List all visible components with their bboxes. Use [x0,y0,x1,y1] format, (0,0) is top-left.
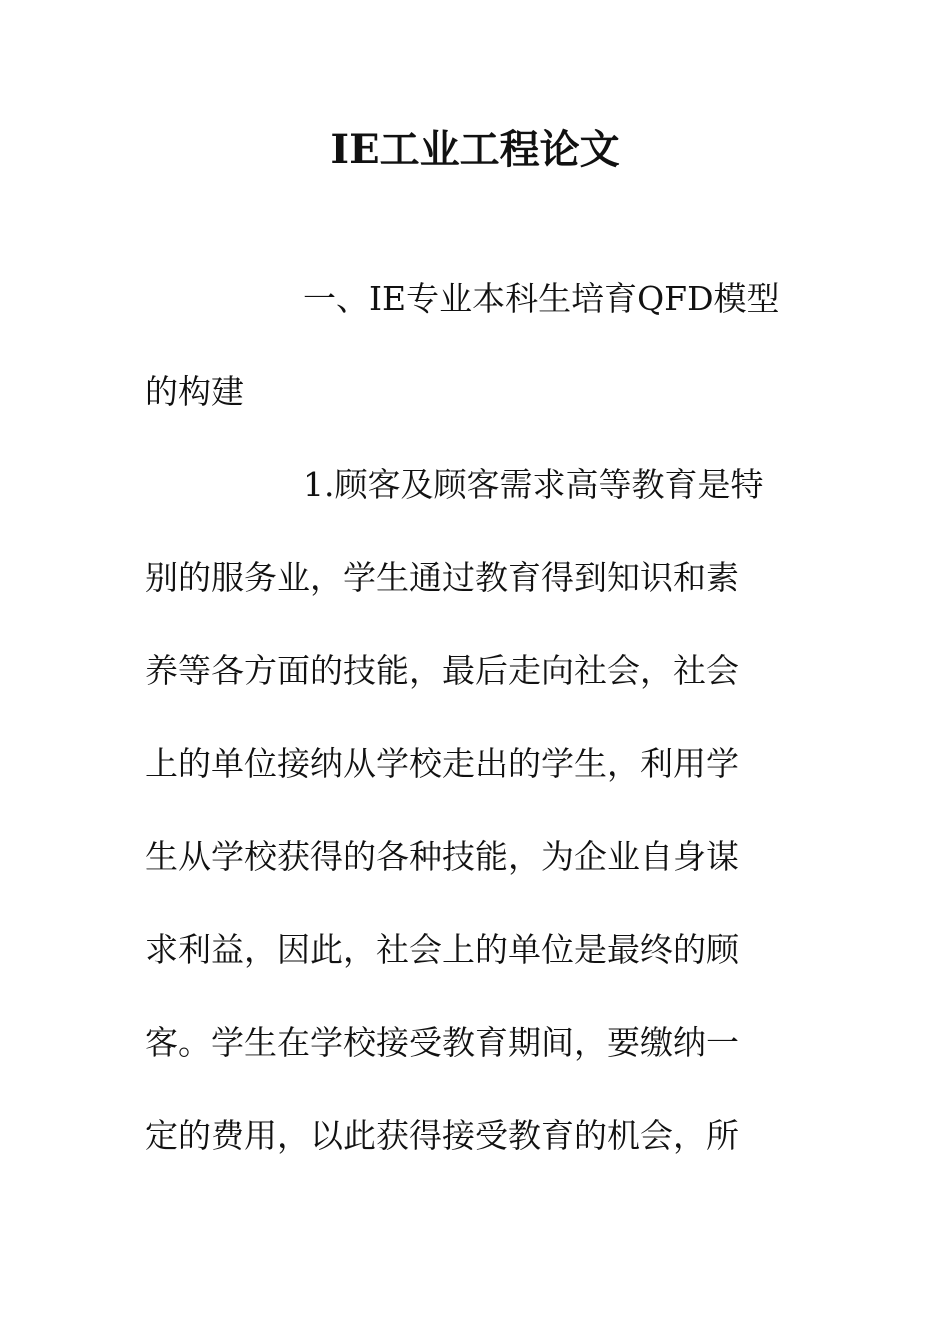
paragraph-line-2: 别的服务业，学生通过教育得到知识和素 [145,558,739,597]
paragraph-line-6: 求利益，因此，社会上的单位是最终的顾 [145,930,739,969]
section-heading-line-2: 的构建 [145,372,244,411]
section-heading-line-1: 一、IE专业本科生培育QFD模型 [303,279,780,318]
paragraph-line-1: 1.顾客及顾客需求高等教育是特 [303,465,764,504]
paragraph-line-5: 生从学校获得的各种技能，为企业自身谋 [145,837,739,876]
paragraph-line-4: 上的单位接纳从学校走出的学生，利用学 [145,744,739,783]
document-title: IE工业工程论文 [330,126,620,173]
paragraph-line-3: 养等各方面的技能，最后走向社会，社会 [145,651,739,690]
paragraph-line-8: 定的费用，以此获得接受教育的机会，所 [145,1116,739,1155]
paragraph-line-7: 客。学生在学校接受教育期间，要缴纳一 [145,1023,739,1062]
document-body [145,252,807,1182]
